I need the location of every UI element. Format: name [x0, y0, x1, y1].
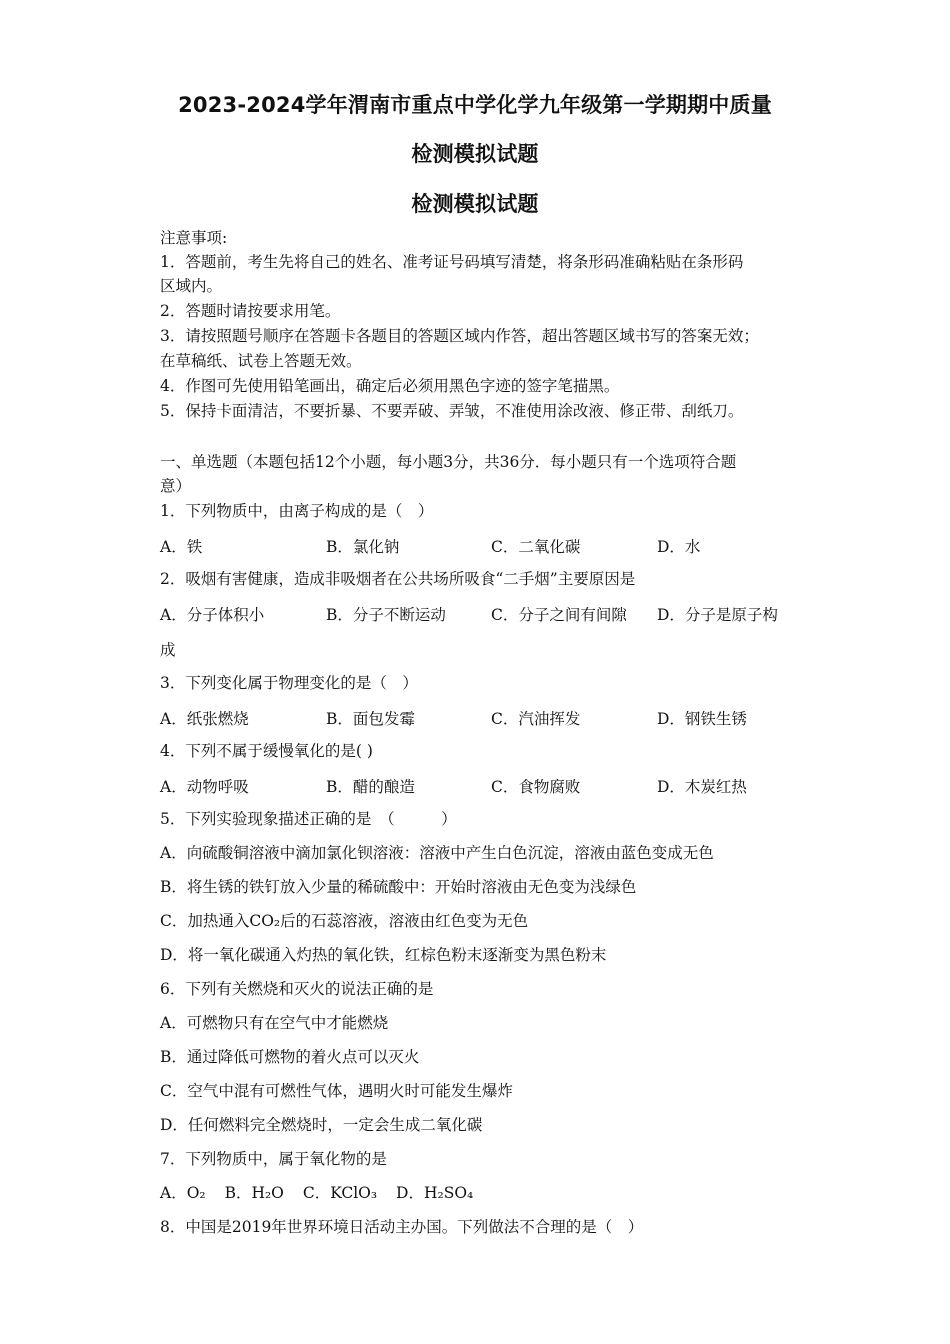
option-a: A．纸张燃烧	[160, 710, 249, 728]
option-d: D．木炭红热	[657, 778, 747, 796]
option-a: A．铁	[160, 538, 203, 556]
notice-item: 4．作图可先使用铅笔画出，确定后必须用黑色字迹的签字笔描黑。	[160, 377, 620, 395]
option-b: B．面包发霉	[326, 710, 415, 728]
question-options	[160, 1183, 800, 1203]
option-b: B．分子不断运动	[326, 606, 446, 624]
section-heading-continuation: 意）	[160, 477, 192, 495]
option-a: A．分子体积小	[160, 606, 265, 624]
notice-item: 1．答题前，考生先将自己的姓名、准考证号码填写清楚，将条形码准确粘贴在条形码	[160, 253, 744, 271]
option-b: B．H₂O	[224, 1184, 284, 1202]
section-heading: 一、单选题（本题包括12个小题，每小题3分，共36分．每小题只有一个选项符合题	[160, 453, 737, 471]
option-c: C．KClO₃	[302, 1184, 378, 1202]
notice-item: 3．请按照题号顺序在答题卡各题目的答题区域内作答，超出答题区域书写的答案无效；	[160, 327, 759, 345]
option-a: A．动物呼吸	[160, 778, 249, 796]
option-b: B．通过降低可燃物的着火点可以灭火	[160, 1048, 420, 1066]
notice-item: 2．答题时请按要求用笔。	[160, 302, 341, 320]
option-continuation: 成	[160, 641, 176, 659]
question-stem: 5．下列实验现象描述正确的是 （ ）	[160, 810, 457, 828]
exam-title-line1: 2023-2024学年渭南市重点中学化学九年级第一学期期中质量	[178, 93, 772, 117]
exam-title-line2: 检测模拟试题	[411, 142, 539, 166]
question-stem: 8．中国是2019年世界环境日活动主办国。下列做法不合理的是（ ）	[160, 1218, 644, 1236]
option-a: A．可燃物只有在空气中才能燃烧	[160, 1014, 389, 1032]
question-stem: 1．下列物质中，由离子构成的是（ ）	[160, 502, 434, 520]
question-stem: 2．吸烟有害健康，造成非吸烟者在公共场所吸食“二手烟”主要原因是	[160, 570, 636, 588]
option-a: A．向硫酸铜溶液中滴加氯化钡溶液：溶液中产生白色沉淀，溶液由蓝色变成无色	[160, 844, 714, 862]
question-options	[160, 535, 800, 557]
option-d: D．水	[657, 538, 701, 556]
option-d: D．将一氧化碳通入灼热的氧化铁，红棕色粉末逐渐变为黑色粉末	[160, 946, 607, 964]
question-options	[160, 603, 800, 625]
option-b: B．醋的酿造	[326, 778, 415, 796]
option-c: C．空气中混有可燃性气体，遇明火时可能发生爆炸	[160, 1082, 513, 1100]
option-d: D．钢铁生锈	[657, 710, 747, 728]
question-stem: 6．下列有关燃烧和灭火的说法正确的是	[160, 980, 434, 998]
question-stem: 7．下列物质中，属于氧化物的是	[160, 1150, 387, 1168]
option-c: C．食物腐败	[491, 778, 581, 796]
option-c: C．二氧化碳	[491, 538, 581, 556]
notice-heading: 注意事项:	[160, 229, 228, 247]
question-options	[160, 775, 800, 797]
option-c: C．汽油挥发	[491, 710, 581, 728]
notice-item: 5．保持卡面清洁，不要折暴、不要弄破、弄皱，不准使用涂改液、修正带、刮纸刀。	[160, 402, 744, 420]
option-c: C．加热通入CO₂后的石蕊溶液，溶液由红色变为无色	[160, 912, 529, 930]
option-b: B．氯化钠	[326, 538, 400, 556]
question-stem: 4．下列不属于缓慢氧化的是( )	[160, 742, 373, 760]
option-a: A．O₂	[160, 1184, 206, 1202]
option-d: D．任何燃料完全燃烧时，一定会生成二氧化碳	[160, 1116, 483, 1134]
exam-title-line3: 检测模拟试题	[411, 192, 539, 216]
notice-item: 区域内。	[160, 277, 223, 295]
option-d: D．H₂SO₄	[396, 1184, 474, 1202]
question-options	[160, 707, 800, 729]
option-b: B．将生锈的铁钉放入少量的稀硫酸中：开始时溶液由无色变为浅绿色	[160, 878, 637, 896]
notice-item: 在草稿纸、试卷上答题无效。	[160, 352, 362, 370]
question-stem: 3．下列变化属于物理变化的是（ ）	[160, 674, 418, 692]
option-c: C．分子之间有间隙	[491, 606, 627, 624]
option-d: D．分子是原子构	[657, 606, 778, 624]
